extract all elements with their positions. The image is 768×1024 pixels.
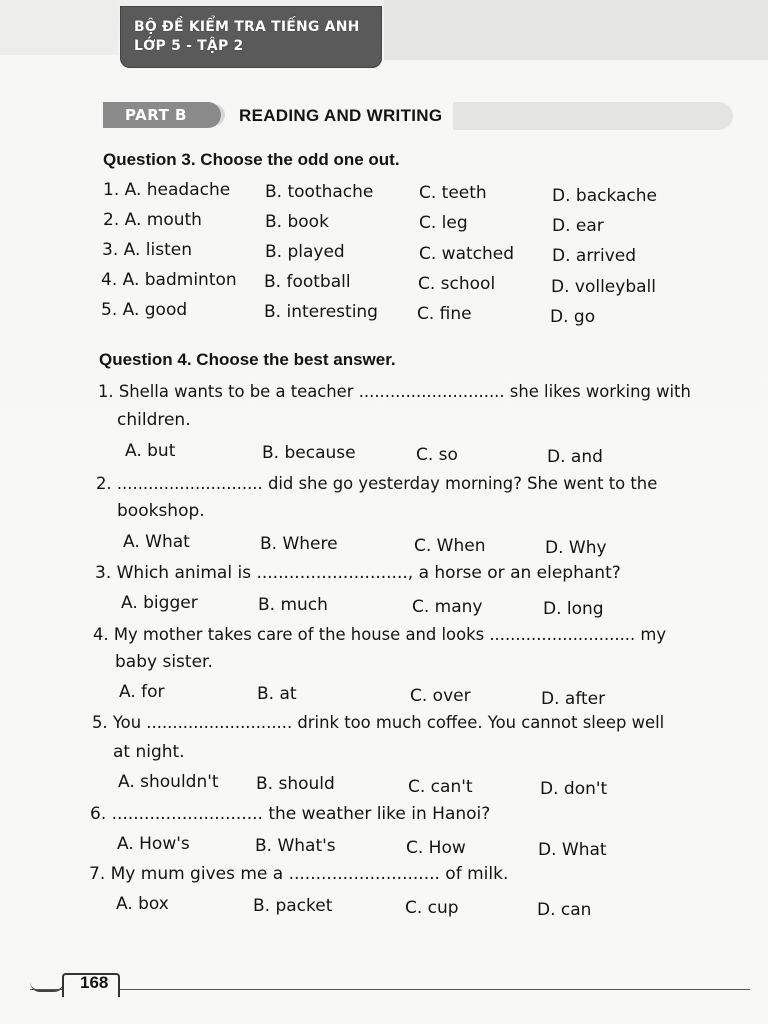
q4-item-4-option-a: A. for [119, 682, 165, 702]
q3-item-5-option-b: B. interesting [264, 302, 378, 322]
q4-item-3-stem: 3. Which animal is ............................, a horse or an elephant? [95, 563, 621, 583]
part-header [103, 100, 733, 132]
q4-item-6-option-c: C. How [406, 838, 466, 858]
q4-item-1-option-a: A. but [125, 441, 176, 461]
q4-item-2-option-d: D. Why [545, 538, 607, 558]
q4-item-3-option-b: B. much [258, 595, 328, 615]
q3-item-5-option-c: C. fine [417, 304, 472, 324]
q4-item-3-option-c: C. many [412, 597, 483, 617]
part-header-strip [453, 102, 733, 130]
scan-shade-left [0, 0, 118, 55]
q4-item-4-option-d: D. after [541, 689, 606, 709]
question-4-heading: Question 4. Choose the best answer. [99, 350, 396, 369]
q4-item-6-option-a: A. How's [117, 834, 190, 854]
q4-item-3-option-d: D. long [543, 599, 604, 619]
q4-item-4-stem: 4. My mother takes care of the house and looks ............................ my [93, 625, 667, 644]
book-title-line-1: BỘ ĐỀ KIỂM TRA TIẾNG ANH [134, 19, 360, 35]
q3-item-1-option-c: C. teeth [419, 183, 487, 203]
q4-item-5-option-b: B. should [256, 774, 335, 794]
q3-item-4-option-c: C. school [418, 274, 496, 294]
q3-item-2-option-b: B. book [265, 212, 329, 232]
part-title: READING AND WRITING [239, 106, 443, 125]
page-number: 168 [80, 973, 109, 992]
q4-item-5-stem: 5. You ............................ drink too much coffee. You cannot sleep well [92, 713, 665, 732]
footer-ornament [30, 980, 64, 992]
q4-item-1-option-d: D. and [547, 447, 603, 467]
q3-item-5-option-a: 5. A. good [101, 300, 188, 320]
q4-item-2-stem: 2. ............................ did she go yesterday morning? She went to the [96, 474, 658, 493]
q4-item-5-option-c: C. can't [408, 777, 473, 797]
q3-item-3-option-a: 3. A. listen [102, 240, 192, 260]
q4-item-2-stem-cont: bookshop. [117, 501, 205, 521]
book-title-line-2: LỚP 5 - TẬP 2 [134, 38, 244, 54]
q4-item-7-option-c: C. cup [405, 898, 459, 918]
q4-item-6-option-b: B. What's [255, 836, 336, 856]
part-badge-label: PART B [125, 106, 187, 124]
q4-item-3-option-a: A. bigger [121, 593, 198, 613]
q4-item-6-option-d: D. What [538, 840, 607, 860]
q3-item-3-option-c: C. watched [419, 244, 515, 264]
q3-item-2-option-a: 2. A. mouth [103, 210, 202, 230]
q3-item-3-option-d: D. arrived [552, 246, 637, 266]
q4-item-7-stem: 7. My mum gives me a ............................ of milk. [89, 864, 509, 884]
q4-item-2-option-a: A. What [123, 532, 190, 552]
q4-item-7-option-d: D. can [537, 900, 592, 920]
q4-item-2-option-b: B. Where [260, 534, 338, 554]
q4-item-5-stem-cont: at night. [113, 742, 185, 762]
part-badge [103, 102, 221, 128]
q3-item-2-option-d: D. ear [552, 216, 604, 236]
q4-item-4-option-c: C. over [410, 686, 471, 706]
q4-item-1-stem: 1. Shella wants to be a teacher ............................ she likes working with [98, 382, 691, 401]
q3-item-4-option-b: B. football [264, 272, 351, 292]
q4-item-1-option-c: C. so [416, 445, 458, 465]
q4-item-4-stem-cont: baby sister. [115, 652, 213, 672]
q3-item-2-option-c: C. leg [419, 213, 468, 233]
q4-item-5-option-a: A. shouldn't [118, 772, 219, 792]
q3-item-5-option-d: D. go [550, 307, 596, 327]
book-title-banner [120, 6, 382, 68]
q4-item-7-option-a: A. box [116, 894, 169, 914]
question-3-heading: Question 3. Choose the odd one out. [103, 150, 400, 169]
q3-item-3-option-b: B. played [265, 242, 345, 262]
q3-item-4-option-a: 4. A. badminton [101, 270, 237, 290]
q4-item-2-option-c: C. When [414, 536, 486, 556]
q4-item-1-option-b: B. because [262, 443, 356, 463]
q3-item-1-option-a: 1. A. headache [103, 180, 231, 200]
q4-item-7-option-b: B. packet [253, 896, 333, 916]
footer-rule [30, 989, 750, 990]
q4-item-4-option-b: B. at [257, 684, 297, 704]
q3-item-1-option-b: B. toothache [265, 182, 374, 202]
q4-item-1-stem-cont: children. [117, 410, 191, 430]
q4-item-5-option-d: D. don't [540, 779, 608, 799]
q3-item-1-option-d: D. backache [552, 186, 657, 206]
q4-item-6-stem: 6. ............................ the weather like in Hanoi? [90, 804, 491, 824]
q3-item-4-option-d: D. volleyball [551, 277, 656, 297]
